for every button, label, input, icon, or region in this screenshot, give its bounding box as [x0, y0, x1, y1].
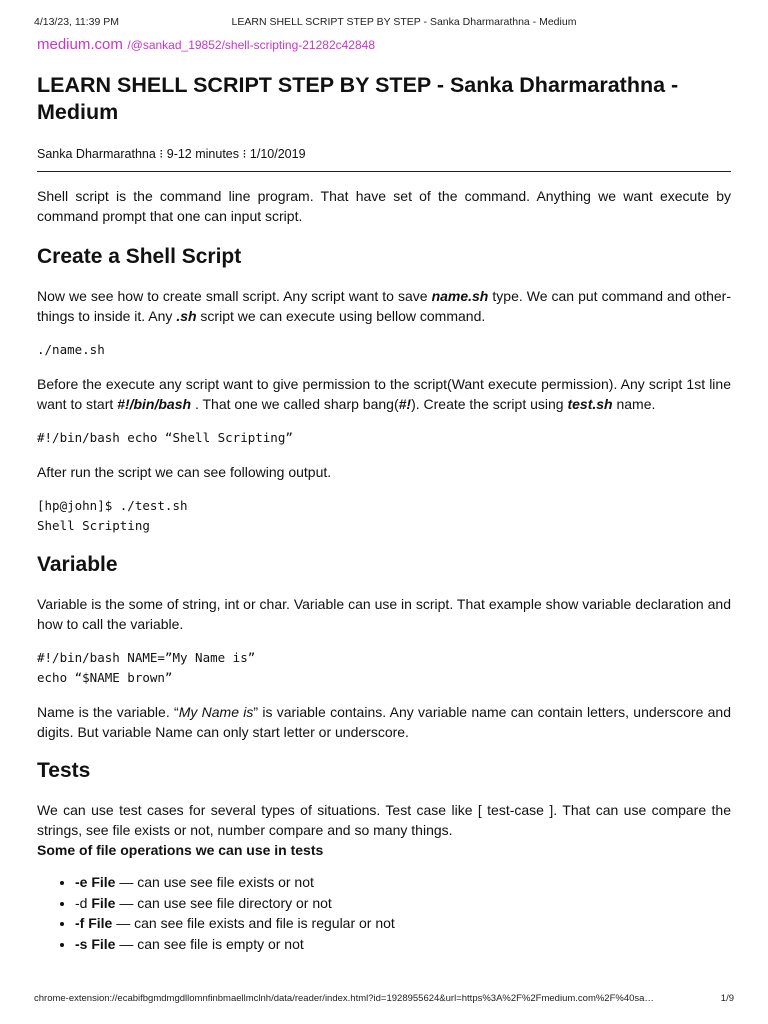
heading-tests: Tests	[37, 759, 91, 782]
source-link[interactable]	[37, 36, 375, 54]
article-byline: Sanka Dharmarathna ⁝ 9-12 minutes ⁝ 1/10/2019	[37, 146, 731, 172]
list-item: • -f File — can see file exists and file is regular or not	[75, 913, 731, 934]
create-paragraph-3: After run the script we can see following output.	[37, 464, 332, 480]
code-variable	[37, 648, 731, 688]
code-variable-line-2: echo “$NAME brown”	[37, 670, 173, 685]
extension-sh: .sh	[176, 308, 197, 324]
article	[37, 72, 731, 954]
variable-paragraph-1: Variable is the some of string, int or char. Variable can use in script. That example show variable declaration and how to call the variable.	[37, 596, 731, 632]
code-output-line-1: [hp@john]$ ./test.sh	[37, 498, 188, 513]
code-variable-line-1: #!/bin/bash NAME=”My Name is”	[37, 650, 256, 665]
filename-test-sh: test.sh	[567, 396, 613, 412]
list-item: • -s File — can see file is empty or not	[75, 934, 731, 955]
print-datetime: 4/13/23, 11:39 PM	[34, 16, 120, 28]
code-output	[37, 496, 731, 536]
print-page-title: LEARN SHELL SCRIPT STEP BY STEP - Sanka Dharmarathna - Medium	[231, 16, 577, 28]
article-title: LEARN SHELL SCRIPT STEP BY STEP - Sanka Dharmarathna - Medium	[37, 73, 679, 124]
variable-value-italic: My Name is	[178, 704, 254, 720]
heading-create-shell-script: Create a Shell Script	[37, 245, 242, 268]
page-number: 1/9	[720, 993, 734, 1004]
code-shebang-echo: #!/bin/bash echo “Shell Scripting”	[37, 430, 293, 445]
print-footer-url: chrome-extension://ecabifbgmdmgdllomnfinbmaellmclnh/data/reader/index.html?id=1928955624&url=https%3A%2F%2Fmedium.com%2F%40sa…	[34, 993, 654, 1004]
source-domain-link[interactable]: medium.com	[37, 36, 123, 53]
list-item: • -d File — can use see file directory or not	[75, 893, 731, 914]
list-item: • -e File — can use see file exists or not	[75, 872, 731, 893]
tests-subheading: Some of file operations we can use in tests	[37, 842, 324, 858]
tests-paragraph-1: We can use test cases for several types of situations. Test case like [ test-case ]. That can use compare the strings, see file exists or not, number compare and so many things.	[37, 802, 731, 838]
print-header	[34, 16, 734, 30]
source-path-link[interactable]: /@sankad_19852/shell-scripting-21282c42848	[127, 38, 375, 52]
create-paragraph-1: Now we see how to create small script. Any script want to save name.sh type. We can put command and other-things to inside it. Any .sh script we can execute using bellow command.	[37, 288, 732, 324]
create-paragraph-2: Before the execute any script want to give permission to the script(Want execute permission). Any script 1st line want to start #!/bin/bash . That one we called sharp bang(#!). Create the script using test.sh name.	[37, 376, 731, 412]
sharp-bang: #!	[398, 396, 412, 412]
intro-paragraph: Shell script is the command line program. That have set of the command. Anything we want execute by command prompt that one can input script.	[37, 188, 731, 224]
code-output-line-2: Shell Scripting	[37, 518, 150, 533]
file-operations-list	[37, 872, 731, 954]
filename-name-sh: name.sh	[431, 288, 489, 304]
variable-paragraph-2: Name is the variable. “My Name is” is variable contains. Any variable name can contain letters, underscore and digits. But variable Name can only start letter or underscore.	[37, 704, 732, 740]
heading-variable: Variable	[37, 553, 118, 576]
shebang-path: #!/bin/bash	[117, 396, 192, 412]
code-run-script: ./name.sh	[37, 342, 105, 357]
